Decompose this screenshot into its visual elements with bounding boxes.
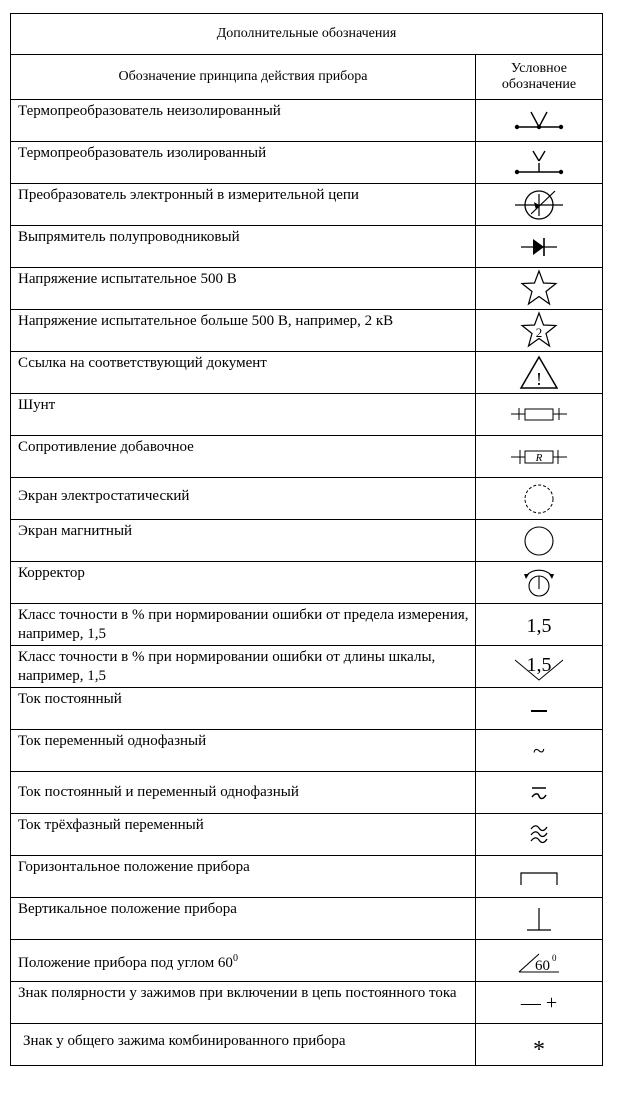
thermocouple-uninsulated-icon [509,106,569,136]
row-label: Термопреобразователь изолированный [11,142,476,184]
asterisk-icon [509,1030,569,1060]
row-label: Класс точности в % при нормировании ошибки от предела измерения, например, 1,5 [11,604,476,646]
row-label: Выпрямитель полупроводниковый [11,226,476,268]
row-label: Ток трёхфазный переменный [11,814,476,856]
table-row [11,646,603,688]
horizontal-position-icon [509,862,569,892]
accuracy-class-scale-value: 1,5 [526,653,552,676]
table-row [11,856,603,898]
table-row [11,688,603,730]
row-label: Ток постоянный и переменный однофазный [11,772,476,814]
warning-triangle-icon [509,354,569,392]
polarity-icon [509,988,569,1018]
row-label: Класс точности в % при нормировании ошибки от длины шкалы, например, 1,5 [11,646,476,688]
table-row [11,226,603,268]
ac-current-icon [509,736,569,766]
row-label: Ссылка на соответствующий документ [11,352,476,394]
diode-rectifier-icon [509,232,569,262]
row-label: Напряжение испытательное 500 В [11,268,476,310]
symbols-table [10,13,603,1066]
table-row [11,478,603,520]
table-row [11,100,603,142]
column-header-principle: Обозначение принципа действия прибора [11,55,476,100]
row-label: Шунт [11,394,476,436]
resistor-r-icon [507,442,571,472]
accuracy-class-icon [509,610,569,640]
row-label: Вертикальное положение прибора [11,898,476,940]
table-row [11,1024,603,1066]
row-label: Ток переменный однофазный [11,730,476,772]
row-label: Экран электростатический [11,478,476,520]
angle-degree: 0 [552,952,557,963]
star-icon [509,269,569,309]
degree-superscript: 0 [232,953,238,964]
three-phase-current-icon [509,818,569,852]
circle-icon [509,523,569,559]
warning-mark: ! [536,368,542,389]
table-row [11,520,603,562]
row-label: Экран магнитный [11,520,476,562]
ac-wave-glyph: ~ [533,737,545,763]
table-row [11,268,603,310]
row-label: Корректор [11,562,476,604]
row-label: Горизонтальное положение прибора [11,856,476,898]
table-row [11,394,603,436]
star-2-icon [509,311,569,351]
angle-value: 60 [535,957,550,974]
dashed-circle-icon [509,481,569,517]
corrector-icon [509,565,569,601]
row-label-text: Положение прибора под углом 60 [18,955,233,971]
table-row [11,352,603,394]
table-row [11,562,603,604]
row-label: Термопреобразователь неизолированный [11,100,476,142]
angle-position-icon [509,944,569,978]
shunt-icon [507,400,571,430]
row-label: Знак полярности у зажимов при включении в цепь постоянного тока [11,982,476,1024]
table-row [11,436,603,478]
star-2-label: 2 [535,324,543,340]
resistor-label: R [535,451,543,464]
thermocouple-insulated-icon [509,148,569,178]
row-label: Ток постоянный [11,688,476,730]
table-row [11,898,603,940]
table-row [11,604,603,646]
row-label [11,940,476,982]
table-row [11,814,603,856]
dc-ac-current-icon [509,776,569,810]
table-row [11,940,603,982]
dc-current-icon [509,694,569,724]
accuracy-class-value: 1,5 [526,614,552,637]
table-row [11,730,603,772]
table-row [11,982,603,1024]
vertical-position-icon [509,902,569,936]
table-row [11,184,603,226]
table-row [11,772,603,814]
accuracy-class-scale-icon [509,650,569,684]
row-label: Преобразователь электронный в измерительной цепи [11,184,476,226]
column-header-symbol: Условное обозначение [476,55,603,100]
asterisk-glyph: * [533,1036,545,1060]
table-title: Дополнительные обозначения [11,14,603,55]
table-row [11,310,603,352]
table-row [11,142,603,184]
electronic-converter-icon [509,186,569,224]
polarity-signs: — + [520,991,558,1014]
row-label: Сопротивление добавочное [11,436,476,478]
row-label: Напряжение испытательное больше 500 В, например, 2 кВ [11,310,476,352]
row-label: Знак у общего зажима комбинированного прибора [11,1024,476,1066]
